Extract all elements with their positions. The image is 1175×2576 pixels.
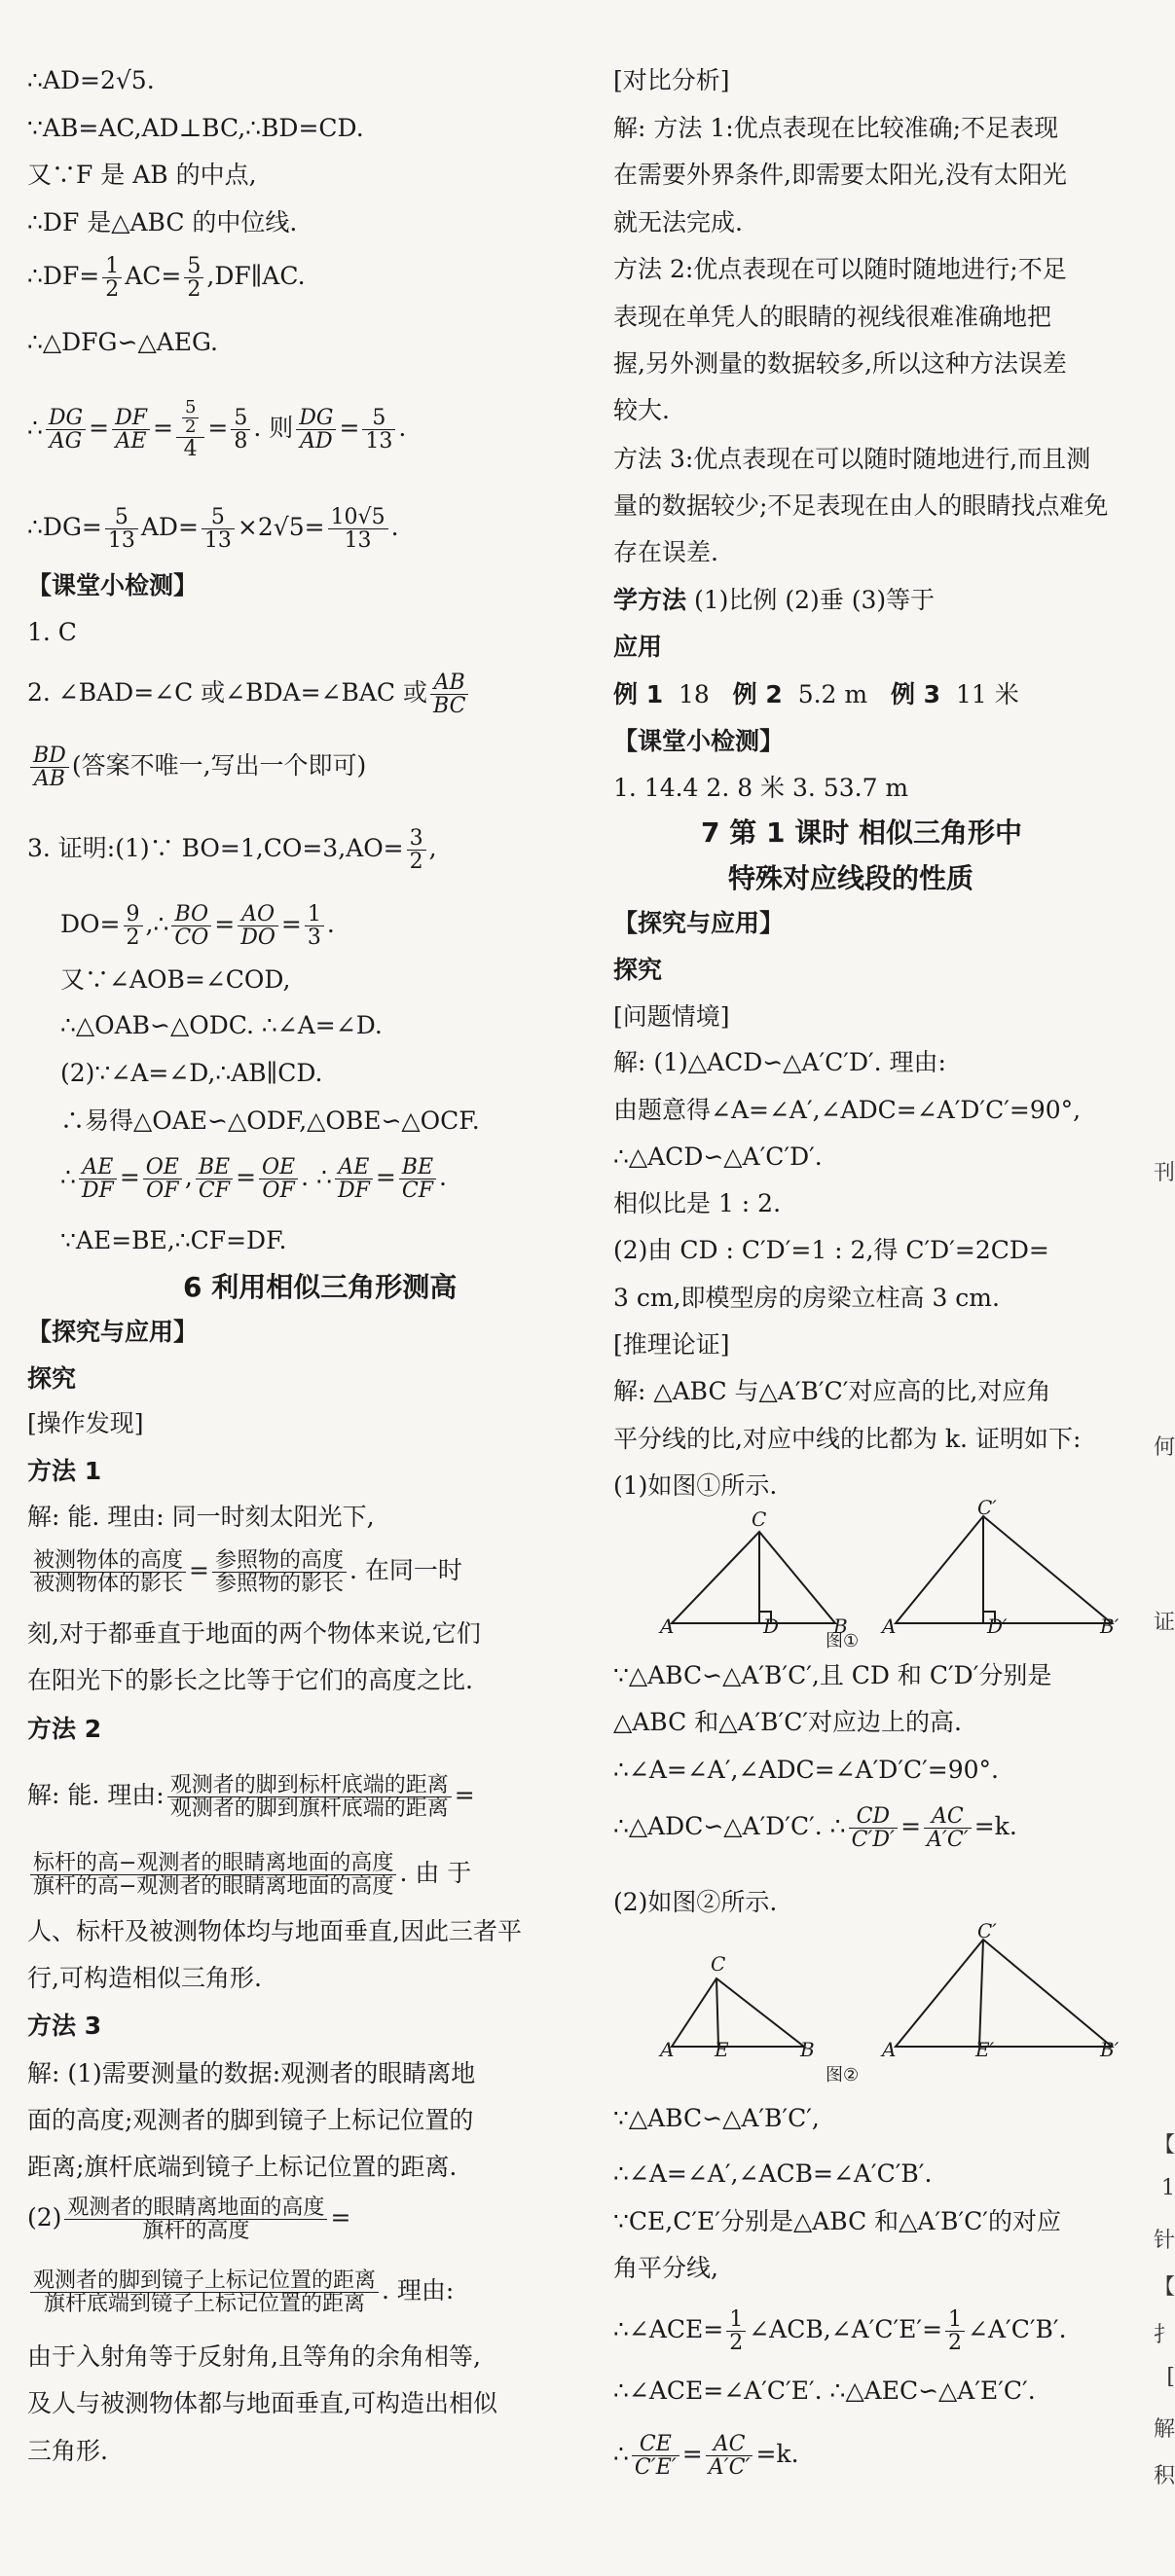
bracket-label: [操作发现]	[27, 1409, 144, 1437]
text-line: 3 cm,即模型房的房梁立柱高 3 cm.	[613, 1284, 1000, 1312]
text-line: ∵AE=BE,∴CF=DF.	[60, 1226, 287, 1254]
equation-line: 解: 能. 理由: $\frac{\text{观测者的脚到标杆底端的距离}}{\text{观测者的脚到旗杆底端的距离}}$ =	[27, 1773, 475, 1822]
text-line: 平分线的比,对应中线的比都为 k. 证明如下:	[613, 1425, 1082, 1453]
text-line: △ABC 和△A′B′C′对应边上的高.	[613, 1708, 962, 1736]
svg-text:D: D	[763, 1615, 780, 1638]
text-line: 存在误差.	[613, 538, 718, 566]
svg-text:E′: E′	[975, 2038, 995, 2061]
text-line: 解: △ABC 与△A′B′C′对应高的比,对应角	[613, 1377, 1051, 1405]
equation-line: ∴ $\frac{AE}{DF}$ = $\frac{OE}{OF}$ , $\frac{BE}{CF}$ = $\frac{OE}{OF}$ . ∴ $\frac{AE}{DF}$ = $\frac{BE}{CF}$ .	[60, 1155, 447, 1204]
text-line: ∴∠ACE=∠A′C′E′. ∴△AEC∽△A′E′C′.	[613, 2376, 1036, 2405]
text-line: 在需要外界条件,即需要太阳光,没有太阳光	[613, 161, 1067, 189]
svg-text:B: B	[800, 2038, 815, 2061]
section-label: 【课堂小检测】	[613, 727, 785, 755]
text-line: 由于入射角等于反射角,且等角的余角相等,	[27, 2342, 481, 2371]
figure-2	[652, 1919, 1120, 2062]
figure-1-caption: 图①	[826, 1631, 860, 1651]
edge-glyph: 扌	[1153, 2323, 1175, 2347]
equation-line: ∴DF= $\frac{1}{2}$ AC= $\frac{5}{2}$ ,DF∥AC.	[27, 254, 306, 303]
text-line: (1)如图①所示.	[613, 1471, 778, 1500]
text-line: 解: 能. 理由: 同一时刻太阳光下,	[27, 1503, 375, 1531]
text-line: ∵CE,C′E′分别是△ABC 和△A′B′C′的对应	[613, 2207, 1061, 2235]
text-line: ∴△ACD∽△A′C′D′.	[613, 1143, 823, 1171]
text-line: 又∵∠AOB=∠COD,	[60, 965, 291, 994]
text-line: 由题意得∠A=∠A′,∠ADC=∠A′D′C′=90°,	[613, 1096, 1082, 1124]
text-line: 人、标杆及被测物体均与地面垂直,因此三者平	[27, 1917, 522, 1945]
figure-2-caption: 图②	[826, 2065, 860, 2086]
svg-text:A′: A′	[882, 1615, 900, 1638]
text-line: 刻,对于都垂直于地面的两个物体来说,它们	[27, 1619, 481, 1648]
section-label: 【探究与应用】	[27, 1318, 199, 1346]
bracket-label: [推理论证]	[613, 1330, 730, 1359]
answer-2-cont: $\frac{BD}{AB}$ (答案不唯一,写出一个即可)	[27, 744, 366, 790]
answer-1: 1. C	[27, 618, 77, 646]
edge-glyph: 证	[1153, 1611, 1175, 1635]
figure-1	[652, 1496, 1120, 1639]
text-line: ∴AD=2√5.	[27, 66, 155, 94]
text-line: (2)∵∠A=∠D,∴AB∥CD.	[60, 1059, 323, 1087]
text-line: (2)由 CD : C′D′=1 : 2,得 C′D′=2CD=	[613, 1236, 1049, 1264]
text-line: ∵△ABC∽△A′B′C′,	[613, 2104, 820, 2132]
edge-glyph: [	[1166, 2365, 1175, 2389]
edge-glyph: 刊	[1153, 1161, 1175, 1185]
text-line: 1. 14.4 2. 8 米 3. 53.7 m	[613, 774, 909, 802]
text-line: ∴△DFG∽△AEG.	[27, 328, 218, 356]
section-7-title: 7 第 1 课时 相似三角形中	[701, 816, 1022, 849]
text-line: 方法 3:优点表现在可以随时随地进行,而且测	[613, 445, 1091, 473]
text-line: 量的数据较少;不足表现在由人的眼睛找点难免	[613, 491, 1109, 520]
bracket-label: [对比分析]	[613, 66, 730, 94]
text-line: 相似比是 1 : 2.	[613, 1189, 782, 1217]
svg-text:A: A	[660, 1615, 675, 1638]
equation-line: ∴ $\frac{DG}{AG}$ = $\frac{DF}{AE}$ = $\frac{\frac{5}{2}}{4}$ = $\frac{5}{8}$ . 则 $\frac{DG}{AD}$ = $\frac{5}{13}$ .	[27, 397, 407, 461]
equation-line: $\frac{\text{观测者的脚到镜子上标记位置的距离}}{\text{旗杆底端到镜子上标记位置的距离}}$ . 理由:	[27, 2269, 454, 2315]
bracket-label: [问题情境]	[613, 1002, 730, 1031]
text-line: 行,可构造相似三角形.	[27, 1964, 262, 1992]
text-line: 方法 2:优点表现在可以随时随地进行;不足	[613, 255, 1067, 283]
text-line: 角平分线,	[613, 2254, 718, 2282]
equation-line: (2) $\frac{\text{观测者的眼睛离地面的高度}}{\text{旗杆的高度}}$ =	[27, 2195, 351, 2244]
svg-text:C: C	[752, 1507, 767, 1531]
svg-text:A′: A′	[882, 2038, 900, 2061]
svg-text:D′: D′	[987, 1615, 1008, 1638]
text-line: 面的高度;观测者的脚到镜子上标记位置的	[27, 2106, 474, 2134]
text-line: ∴易得△OAE∽△ODF,△OBE∽△OCF.	[60, 1107, 480, 1135]
equation-line: ∴DG= $\frac{5}{13}$ AD= $\frac{5}{13}$ ×2√5= $\frac{10√5}{13}$ .	[27, 505, 399, 554]
svg-text:C′: C′	[977, 1919, 997, 1942]
text-line: ∴△OAB∽△ODC. ∴∠A=∠D.	[60, 1011, 383, 1039]
text-line: 解: (1)需要测量的数据:观测者的眼睛离地	[27, 2059, 476, 2087]
equation-line: $\frac{\text{被测物体的高度}}{\text{被测物体的影长}}$ = $\frac{\text{参照物的高度}}{\text{参照物的影长}}$ . 在同一时	[27, 1549, 462, 1595]
text-line: 又∵F 是 AB 的中点,	[27, 161, 257, 189]
equation-line: ∴ $\frac{CE}{C'E'}$ = $\frac{AC}{A'C'}$ =k.	[613, 2432, 799, 2481]
section-label: 【探究与应用】	[613, 909, 785, 937]
section-7-subtitle: 特殊对应线段的性质	[728, 862, 974, 894]
equation-line: ∴△ADC∽△A′D′C′. ∴ $\frac{CD}{C'D'}$ = $\frac{AC}{A'C'}$ =k.	[613, 1804, 1017, 1853]
edge-glyph: 1	[1161, 2176, 1175, 2200]
edge-glyph: 【	[1153, 2275, 1175, 2300]
svg-text:B′: B′	[1100, 1615, 1120, 1638]
answer-2: 2. ∠BAD=∠C 或∠BDA=∠BAC 或 $\frac{AB}{BC}$	[27, 671, 471, 717]
method-label: 方法 3	[27, 2012, 102, 2040]
equation-line: ∴∠ACE= $\frac{1}{2}$ ∠ACB,∠A′C′E′= $\frac{1}{2}$ ∠A′C′B′.	[613, 2307, 1067, 2356]
section-6-title: 6 利用相似三角形测高	[183, 1271, 458, 1303]
edge-glyph: 【	[1153, 2133, 1175, 2158]
edge-glyph: 积	[1153, 2464, 1175, 2488]
text-line: 在阳光下的影长之比等于它们的高度之比.	[27, 1666, 473, 1694]
method-label: 方法 2	[27, 1715, 102, 1743]
subsection-label: 探究	[27, 1364, 77, 1393]
text-line: 较大.	[613, 396, 670, 424]
edge-glyph: 何	[1153, 1435, 1175, 1460]
text-line: (2)如图②所示.	[613, 1888, 778, 1916]
svg-text:E: E	[715, 2038, 729, 2061]
method-label: 方法 1	[27, 1457, 102, 1485]
text-line: ∵△ABC∽△A′B′C′,且 CD 和 C′D′分别是	[613, 1661, 1052, 1689]
text-line: ∴∠A=∠A′,∠ADC=∠A′D′C′=90°.	[613, 1756, 1000, 1784]
text-line: 距离;旗杆底端到镜子上标记位置的距离.	[27, 2153, 458, 2181]
edge-glyph: 针	[1153, 2229, 1175, 2253]
text-line: 握,另外测量的数据较多,所以这种方法误差	[613, 349, 1067, 378]
learn-method-line: 学方法 (1)比例 (2)垂 (3)等于	[613, 586, 936, 614]
text-line: 就无法完成.	[613, 208, 743, 236]
text-line: 及人与被测物体都与地面垂直,可构造出相似	[27, 2389, 497, 2417]
svg-text:C′: C′	[977, 1496, 997, 1519]
text-line: 解: 方法 1:优点表现在比较准确;不足表现	[613, 114, 1059, 142]
text-line: 解: (1)△ACD∽△A′C′D′. 理由:	[613, 1048, 946, 1076]
text-line: 表现在单凭人的眼睛的视线很难准确地把	[613, 303, 1052, 331]
apply-label: 应用	[613, 633, 663, 661]
next-page-edge	[1153, 0, 1175, 2576]
section-label: 【课堂小检测】	[27, 571, 199, 599]
examples-line: 例 1 18 例 2 5.2 m 例 3 11 米	[613, 680, 1019, 708]
text-line: ∴DF 是△ABC 的中位线.	[27, 208, 298, 236]
svg-text:B′: B′	[1100, 2038, 1120, 2061]
svg-text:C: C	[711, 1952, 726, 1976]
edge-glyph: 解	[1153, 2417, 1175, 2442]
subsection-label: 探究	[613, 956, 663, 984]
text-line: ∵AB=AC,AD⊥BC,∴BD=CD.	[27, 114, 364, 142]
svg-text:A: A	[660, 2038, 675, 2061]
text-line: ∴∠A=∠A′,∠ACB=∠A′C′B′.	[613, 2159, 933, 2188]
svg-text:B: B	[833, 1615, 848, 1638]
equation-line: DO= $\frac{9}{2}$ ,∴ $\frac{BO}{CO}$ = $\frac{AO}{DO}$ = $\frac{1}{3}$ .	[60, 902, 335, 951]
equation-line: $\frac{\text{标杆的高−观测者的眼睛离地面的高度}}{\text{旗杆的高−观测者的眼睛离地面的高度}}$ . 由 于	[27, 1852, 471, 1898]
answer-3: 3. 证明:(1)∵ BO=1,CO=3,AO= $\frac{3}{2}$ ,	[27, 826, 437, 875]
text-line: 三角形.	[27, 2437, 108, 2465]
